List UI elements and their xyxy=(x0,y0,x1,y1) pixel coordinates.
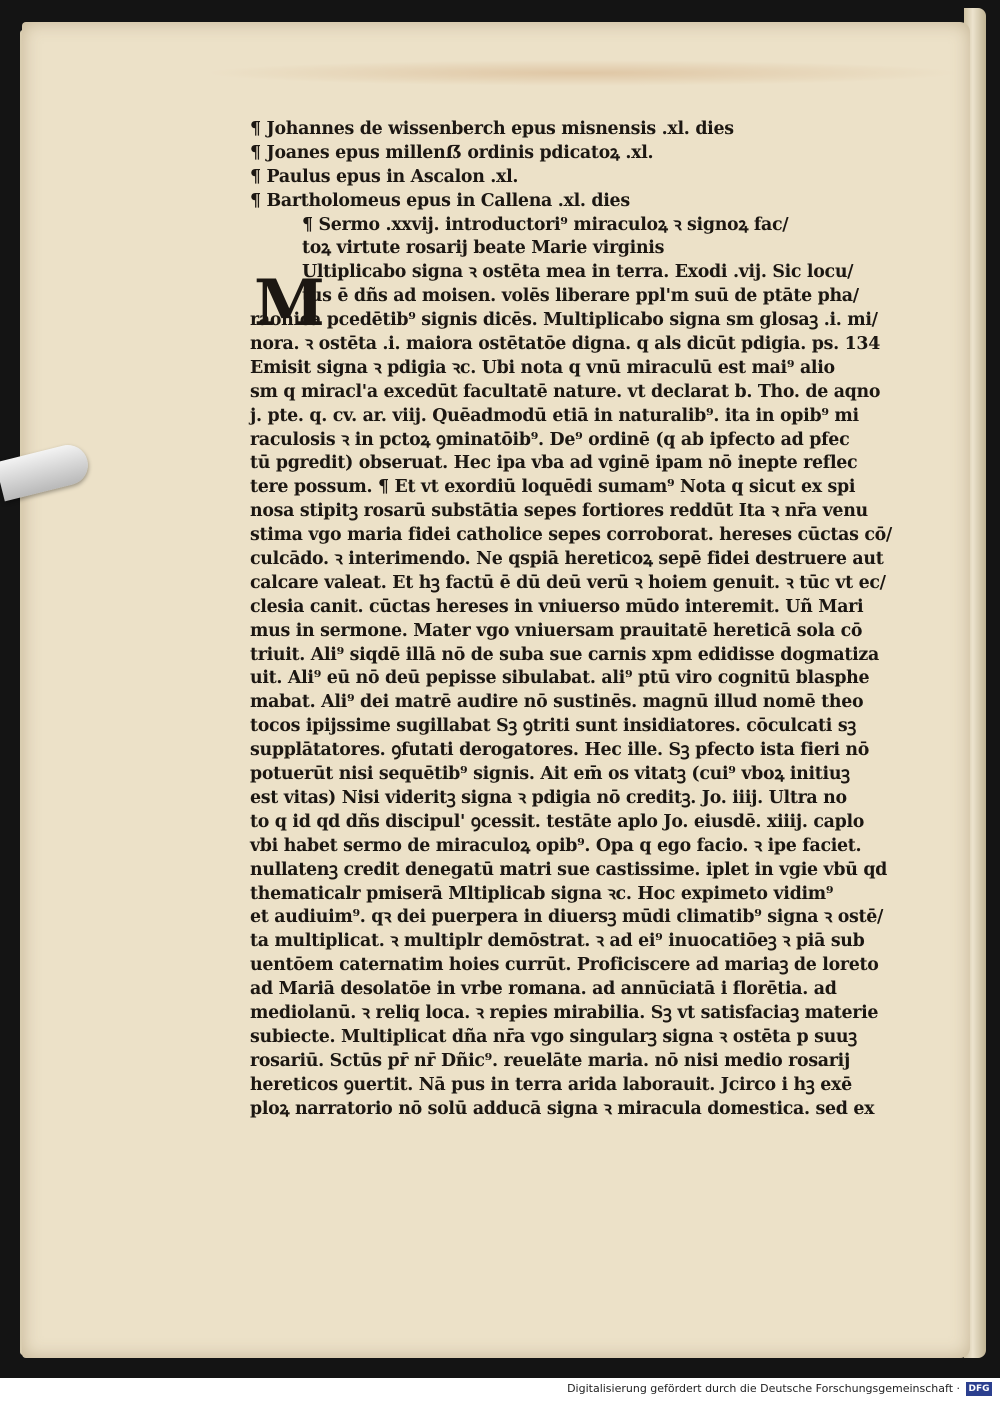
funding-notice: Digitalisierung gefördert durch die Deutsche Forschungsgemeinschaft · xyxy=(567,1382,960,1395)
footer-bar xyxy=(0,1378,1000,1401)
text-line: uit. Ali⁹ eū nō deū pepisse sibulabat. ali⁹ ptū viro cognitū blasphe xyxy=(250,668,870,689)
text-line: clesia canit. cūctas hereses in vniuerso mūdo interemit. Uñ Mari xyxy=(250,596,864,617)
text-line: tere possum. ¶ Et vt exordiū loquēdi sumam⁹ Nota q sicut ex spi xyxy=(250,477,856,498)
text-line: vbi habet sermo de miraculoꝝ opib⁹. Opa q ego facio. ꝛ ipe faciet. xyxy=(250,835,862,856)
sermon-heading-line: ¶ Sermo .xxvij. introductori⁹ miraculoꝝ ꝛ signoꝝ fac/ xyxy=(302,214,789,235)
text-line: ¶ Joanes epus millenẞ ordinis pdicatoꝝ .xl. xyxy=(250,142,654,163)
text-line: culcādo. ꝛ interimendo. Ne qspiā hereticoꝝ sepē fidei destruere aut xyxy=(250,549,884,570)
text-line: nora. ꝛ ostēta .i. maiora ostētatōe digna. q als dicūt pdigia. ps. 134 xyxy=(250,334,880,355)
text-line: nullatenꝫ credit denegatū matri sue castissime. iplet in vgie vbū qd xyxy=(250,859,888,880)
text-line: sm q miracl'a excedūt facultatē nature. vt declarat b. Tho. de aqno xyxy=(250,381,881,402)
text-line: ta multiplicat. ꝛ multiplr demōstrat. ꝛ ad ei⁹ inuocatiōeꝫ ꝛ piā sub xyxy=(250,931,865,952)
text-line: nosa stipitꝫ rosarū substātia sepes fortiores reddūt Ita ꝛ nr̄a venu xyxy=(250,501,868,522)
text-line: stima vgo maria fidei catholice sepes corroborat. hereses cūctas cō/ xyxy=(250,525,892,546)
text-line: mabat. Ali⁹ dei matrē audire nō sustinēs. magnū illud nomē theo xyxy=(250,692,864,713)
text-line: mus in sermone. Mater vgo vniuersam prauitatē hereticā sola cō xyxy=(250,620,863,641)
page-text-block xyxy=(250,118,892,1145)
text-line: ¶ Johannes de wissenberch epus misnensis .xl. dies xyxy=(250,119,734,139)
text-line xyxy=(250,1121,880,1145)
text-line: tocos ipijssime sugillabat Sꝫ ꝯtriti sunt insidiatores. cōculcati sꝫ xyxy=(250,716,856,737)
text-line: raonica pcedētib⁹ signis dicēs. Multiplicabo signa sm glosaꝫ .i. mi/ xyxy=(250,310,878,331)
text-line: j. pte. q. cv. ar. viij. Quēadmodū etiā in naturalib⁹. ita in opib⁹ mi xyxy=(250,405,859,426)
text-line: uentōem caternatim hoies currūt. Proficiscere ad mariaꝫ de loreto xyxy=(250,955,879,976)
text-line: potuerūt nisi sequētib⁹ signis. Ait em̄ os vitatꝫ (cui⁹ vboꝝ initiuꝫ xyxy=(250,764,850,785)
text-line: tū pgredit) obseruat. Hec ipa vba ad vginē ipam nō inepte reflec xyxy=(250,453,858,474)
text-line: Ultiplicabo signa ꝛ ostēta mea in terra. Exodi .vij. Sic locu/ xyxy=(302,262,854,283)
text-line: Emisit signa ꝛ pdigia ꝛc. Ubi nota q vnū miraculū est mai⁹ alio xyxy=(250,357,835,378)
text-line: raculosis ꝛ in pctoꝝ ꝯminatōib⁹. De⁹ ordinē (q ab ipfecto ad pfec xyxy=(250,429,850,450)
text-line: triuit. Ali⁹ siqdē illā nō de suba sue carnis xpm edidisse dogmatiza xyxy=(250,644,879,665)
text-line: hereticos ꝯuertit. Nā pus in terra arida laborauit. Jcirco i hꝫ exē xyxy=(250,1074,852,1095)
text-line: mediolanū. ꝛ reliq loca. ꝛ repies mirabilia. Sꝫ vt satisfaciaꝫ materie xyxy=(250,1002,879,1023)
text-line: tus ē dñs ad moisen. volēs liberare ppl'm suū de ptāte pha/ xyxy=(302,286,859,307)
text-line: to q id qd dñs discipul' ꝯcessit. testāte aplo Jo. eiusdē. xiiij. caplo xyxy=(250,811,865,832)
drop-initial: M xyxy=(254,266,325,341)
text-line: ¶ Bartholomeus epus in Callena .xl. dies xyxy=(250,190,630,211)
sermon-heading-line: toꝝ virtute rosarij beate Marie virginis xyxy=(302,238,665,259)
text-line: ad Mariā desolatōe in vrbe romana. ad annūciatā i florētia. ad xyxy=(250,979,837,1000)
text-line: est vitas) Nisi videritꝫ signa ꝛ pdigia nō creditꝫ. Jo. iiij. Ultra no xyxy=(250,787,847,808)
text-line: subiecte. Multiplicat dña nr̄a vgo singularꝫ signa ꝛ ostēta p suuꝫ xyxy=(250,1026,857,1047)
text-line: supplātatores. ꝯfutati derogatores. Hec ille. Sꝫ pfecto ista fieri nō xyxy=(250,740,870,761)
page-stain xyxy=(202,60,962,86)
text-line: ¶ Paulus epus in Ascalon .xl. xyxy=(250,166,519,187)
dfg-logo: DFG xyxy=(966,1382,992,1396)
text-line: et audiuim⁹. qꝛ dei puerpera in diuersꝫ mūdi climatib⁹ signa ꝛ ostē/ xyxy=(250,907,884,928)
text-line: ploꝝ narratorio nō solū adducā signa ꝛ miracula domestica. sed ex xyxy=(250,1098,875,1119)
text-line: thematicalr pmiserā Mltiplicab signa ꝛc. Hoc expimeto vidim⁹ xyxy=(250,883,834,904)
text-line: calcare valeat. Et hꝫ factū ē dū deū verū ꝛ hoiem genuit. ꝛ tūc vt ec/ xyxy=(250,572,886,593)
text-line: rosariū. Sctūs pr̄ nr̄ Dñic⁹. reuelāte maria. nō nisi medio rosarij xyxy=(250,1050,850,1071)
